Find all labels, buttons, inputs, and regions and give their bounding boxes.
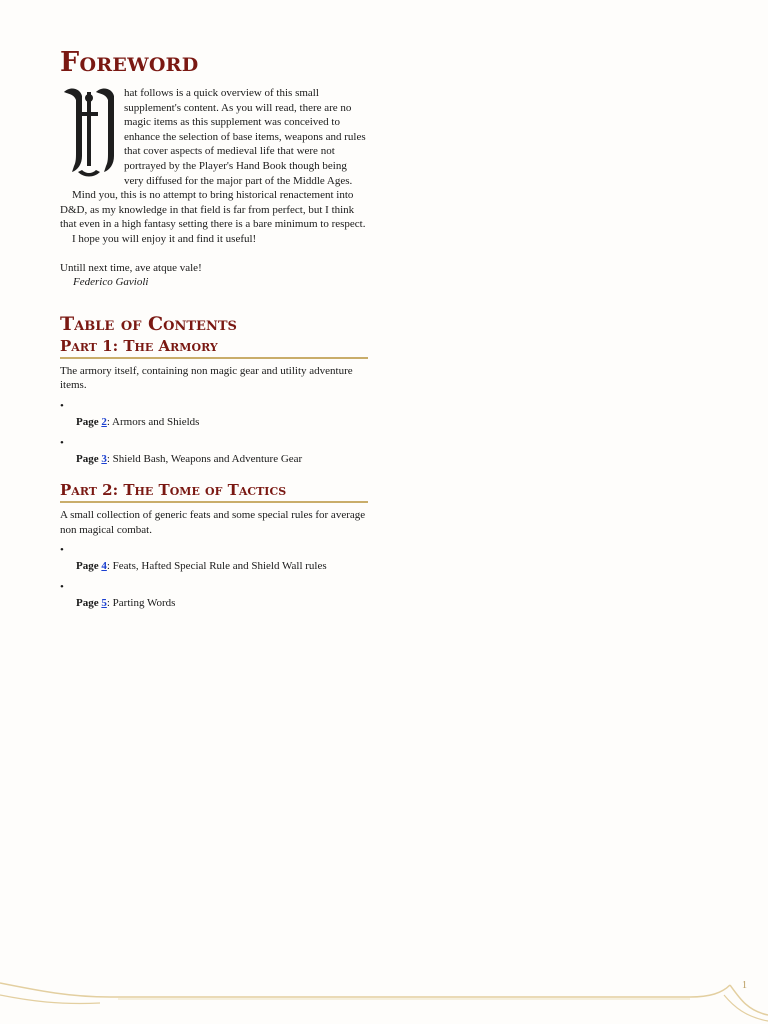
part1-list (60, 399, 368, 466)
foreword-intro (60, 86, 368, 290)
toc-title: Table of Contents (60, 312, 237, 335)
page-number: 1 (742, 980, 747, 991)
intro-text: hat follows is a quick overview of this small supplement's content. As you will read, there are no magic items as this supplement was conceived to enhance the selection of base items, weapons and rules that cover aspects of medieval life that were not portrayed by the Player's Hand Book though being very diffused for the major part of the Middle Ages. (124, 87, 366, 187)
closing-line: Untill next time, ave atque vale! (60, 261, 202, 274)
page-column (60, 46, 368, 616)
list-item: • Page 4: Feats, Hafted Special Rule and Shield Wall rules (60, 544, 327, 573)
foreword-title: Foreword (60, 47, 199, 78)
part1-title: Part 1: The Armory (60, 336, 368, 359)
list-item: • Page 5: Parting Words (60, 580, 176, 609)
footer-ornament-icon (0, 955, 768, 1024)
part1-desc: The armory itself, containing non magic gear and utility adventure items. (60, 364, 353, 392)
part2-desc: A small collection of generic feats and some special rules for average non magical combat. (60, 509, 366, 536)
page-link-2[interactable]: 2 (101, 415, 107, 428)
para-3: I hope you will enjoy it and find it useful! (72, 232, 257, 245)
para-2: Mind you, this is no attempt to bring historical renactement into D&D, as my knowledge in that field is far from perfect, but I think that even in a high fantasy setting there is a bare minimum to respect. (60, 189, 366, 231)
author-signature: Federico Gavioli (73, 276, 149, 289)
page-link-3[interactable]: 3 (101, 452, 107, 465)
page-link-4[interactable]: 4 (101, 560, 107, 573)
list-item: • Page 2: Armors and Shields (60, 399, 200, 428)
page-link-5[interactable]: 5 (101, 596, 107, 609)
part2-title: Part 2: The Tome of Tactics (60, 480, 368, 503)
list-item: • Page 3: Shield Bash, Weapons and Adventure Gear (60, 436, 303, 465)
part2-list (60, 543, 368, 610)
dropcap-w-icon (60, 86, 118, 183)
dropcap-letter: W (89, 182, 90, 183)
